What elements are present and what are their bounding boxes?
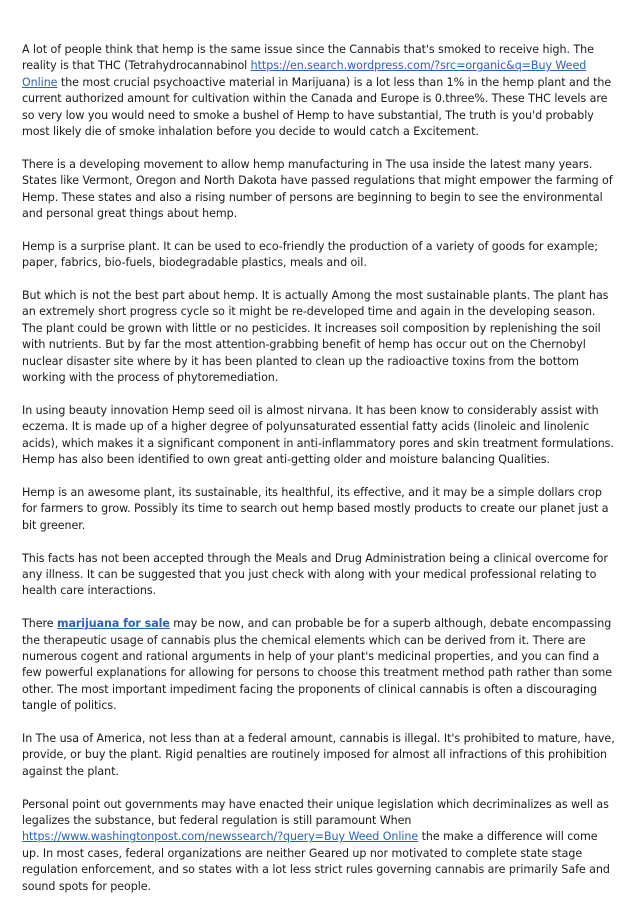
paragraph-text: Personal point out governments may have enacted their unique legislation which decriminalizes as well as legalizes the substance, but federal regulation is still paramount When <box>22 797 609 827</box>
paragraph-text: There <box>22 617 57 631</box>
paragraph-hemp-sustainable: But which is not the best part about hemp. It is actually Among the most sustainable plants. The plant has an extremely short progress cycle so it might be re-developed time and again in the developing season. The plant could be grown with little or no pesticides. It increases soil composition by replenishing the soil with nutrients. But by far the most attention-grabbing benefit of hemp has occur out on the Chernobyl nuclear disaster site where by it has been planted to clean up the radioactive toxins from the bottom working with the process of phytoremediation. <box>22 289 609 385</box>
paragraph-hemp-thc <box>22 42 616 140</box>
paragraph-medicinal-debate <box>22 616 616 714</box>
paragraph-text: the most crucial psychoactive material in Marijuana) is a lot less than 1% in the hemp plant and the current authorized amount for cultivation within the Canada and Europe is 0.three%. These THC levels are so very low you would need to smoke a bushel of Hemp to have substantial, The truth is you'd probably most likely die of smoke inhalation before you decide to would catch a Excitement. <box>22 75 612 139</box>
paragraph-federal-illegal: In The usa of America, not less than at a federal amount, cannabis is illegal. It's prohibited to mature, have, provide, or buy the plant. Rigid penalties are routinely imposed for almost all infractions of this prohibition against the plant. <box>22 731 615 778</box>
washingtonpost-search-link[interactable]: https://www.washingtonpost.com/newssearch/?query=Buy Weed Online <box>22 830 419 844</box>
paragraph-text: the make a difference will come up. In most cases, federal organizations are neither Geared up nor motivated to complete state stage regulation enforcement, and so states with a lot less strict rules governing cannabis are primarily Safe and sound spots for people. <box>22 830 610 893</box>
paragraph-state-legislation <box>22 797 616 895</box>
paragraph-text: may be now, and can probable be for a superb although, debate encompassing the therapeutic usage of cannabis plus the chemical elements which can be derived from it. There are numerous cogent and rational arguments in help of your plant's medicinal properties, and you can find a few powerful explanations for allowing for persons to choose this treatment method path rather than some other. The most important impediment facing the proponents of clinical cannabis is often a discouraging tangle of politics. <box>22 617 612 713</box>
paragraph-text: A lot of people think that hemp is the same issue since the Cannabis that's smoked to receive high. The reality is that THC (Tetrahydrocannabinol <box>22 43 594 73</box>
paragraph-hemp-movement: There is a developing movement to allow hemp manufacturing in The usa inside the latest many years. States like Vermont, Oregon and North Dakota have passed regulations that might empower the farming of Hemp. These states and also a rising number of persons are beginning to begin to see the environmental and personal great things about hemp. <box>22 157 613 221</box>
paragraph-fda-disclaimer: This facts has not been accepted through the Meals and Drug Administration being a clinical overcome for any illness. It can be suggested that you just check with along with your medical professional relating to health care interactions. <box>22 551 608 598</box>
wordpress-search-link[interactable]: https://en.search.wordpress.com/?src=organic&q=Buy Weed Online <box>22 59 587 89</box>
paragraph-hemp-awesome: Hemp is an awesome plant, its sustainable, its healthful, its effective, and it may be a simple dollars crop for farmers to grow. Possibly its time to search out hemp based mostly products to create our planet just a bit greener. <box>22 485 609 532</box>
paragraph-hemp-surprise: Hemp is a surprise plant. It can be used to eco-friendly the production of a variety of goods for example; paper, fabrics, bio-fuels, biodegradable plastics, meals and oil. <box>22 239 598 270</box>
paragraph-hemp-seed-oil: In using beauty innovation Hemp seed oil is almost nirvana. It has been know to considerably assist with eczema. It is made up of a higher degree of polyunsaturated essential fatty acids (linoleic and linolenic acids), which makes it a significant component in anti-inflammatory pores and skin treatment formulations. Hemp has also been identified to own great anti-getting older and moisture balancing Qualities. <box>22 403 614 467</box>
marijuana-for-sale-link[interactable]: marijuana for sale <box>56 617 170 631</box>
